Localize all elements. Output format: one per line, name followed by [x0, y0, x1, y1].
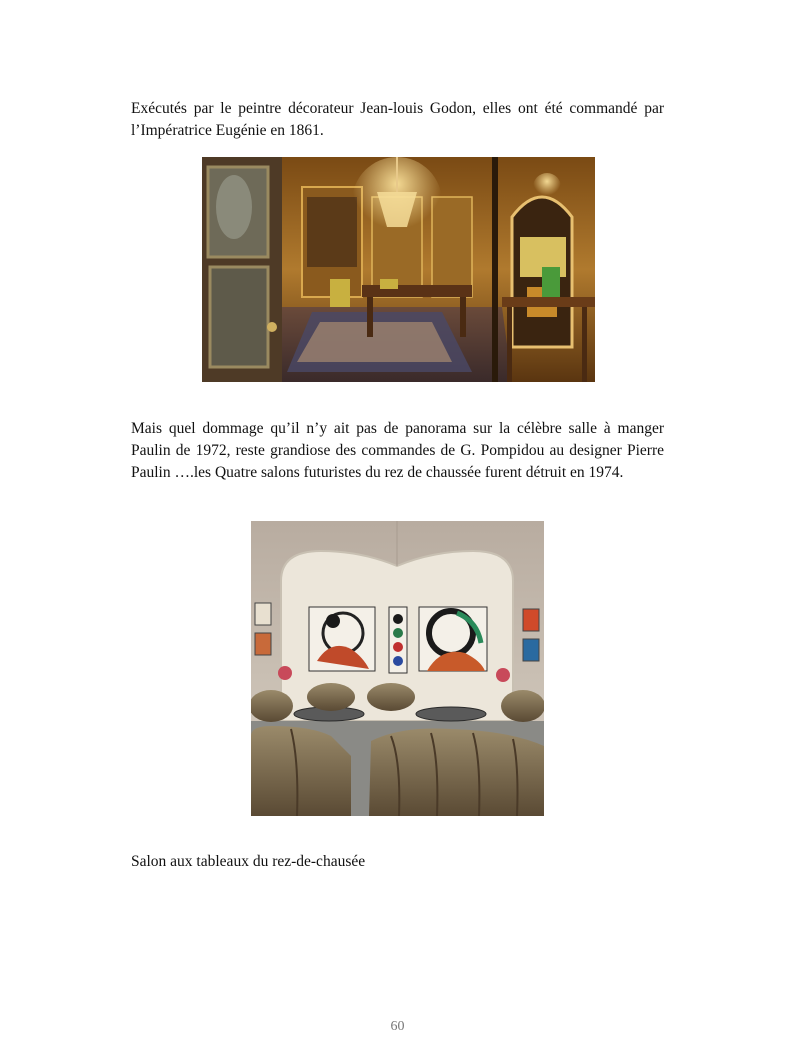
photo-gilded-salon	[202, 157, 595, 382]
page-number: 60	[390, 1019, 405, 1034]
photo-caption: Salon aux tableaux du rez-de-chausée	[131, 853, 366, 870]
photo-paulin-salon	[251, 521, 544, 816]
paragraph-godon: Exécutés par le peintre décorateur Jean-louis Godon, elles ont été commandé par l’Impératrice Eugénie en 1861.	[131, 100, 664, 139]
paragraph-paulin: Mais quel dommage qu’il n’y ait pas de panorama sur la célèbre salle à manger Paulin de 1972, reste grandiose des commandes de G. Pompidou au designer Pierre Paulin ….les Quatre salons futuristes du rez de chaussée furent détruit en 1974.	[131, 420, 664, 481]
